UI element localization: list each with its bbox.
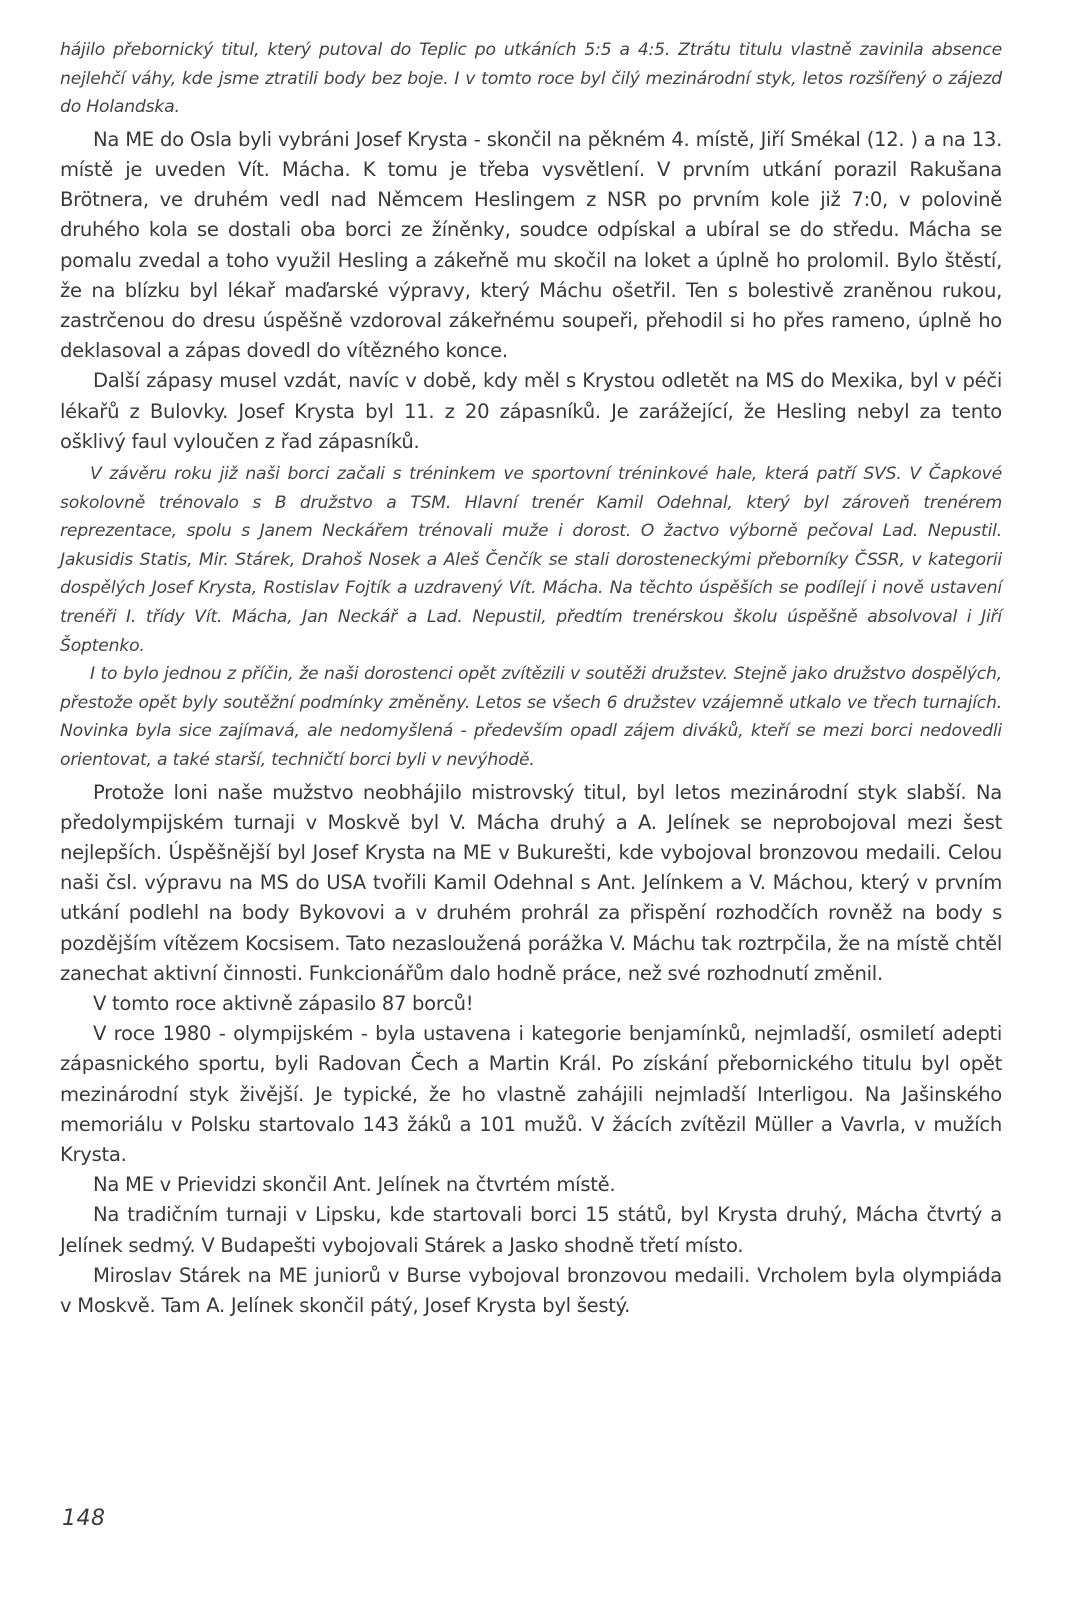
- paragraph-2: Na ME do Osla byli vybráni Josef Krysta - skončil na pěkném 4. místě, Jiří Smékal (12. ) a na 13. místě je uveden Vít. Mácha. K tomu je třeba vysvětlení. V prvním utkání porazil Rakušana Brötnera, ve druhém vedl nad Němcem Heslingem z NSR po prvním kole již 7:0, v polovině druhého kola se dostali oba borci ze žíněnky, soudce odpískal a ubíral se do středu. Mácha se pomalu zvedal a toho využil Hesling a zákeřně mu skočil na loket a úplně ho prolomil. Bylo štěstí, že na blízku byl lékař maďarské výpravy, který Máchu ošetřil. Ten s bolestivě zraněnou rukou, zastrčenou do dresu úspěšně vzdoroval zákeřnému soupeři, přehodil si ho přes rameno, úplně ho deklasoval a zápas dovedl do vítězného konce.: [60, 127, 1002, 363]
- page-body: [60, 36, 1002, 1321]
- paragraph-6: Protože loni naše mužstvo neobhájilo mistrovský titul, byl letos mezinárodní styk slabší. Na předolympijském turnaji v Moskvě byl V. Mácha druhý a A. Jelínek se neprobojoval mezi šest nejlepších. Úspěšnější byl Josef Krysta na ME v Bukurešti, kde vybojoval bronzovou medaili. Celou naši čsl. výpravu na MS do USA tvořili Kamil Odehnal s Ant. Jelínkem a V. Máchou, který v prvním utkání podlehl na body Bykovovi a v druhém prohrál za přispění rozhodčích rovněž na body s pozdějším vítězem Kocsisem. Tato nezasloužená porážka V. Máchu tak roztrpčila, že na místě chtěl zanechat aktivní činnosti. Funkcionářům dalo hodně práce, než své rozhodnutí změnil.: [60, 780, 1002, 985]
- page-number: 148: [62, 1506, 106, 1531]
- paragraph-7: V tomto roce aktivně zápasilo 87 borců!: [93, 991, 474, 1015]
- paragraph-11: Miroslav Stárek na ME juniorů v Burse vybojoval bronzovou medaili. Vrcholem byla olympiáda v Moskvě. Tam A. Jelínek skončil pátý, Josef Krysta byl šestý.: [60, 1263, 1002, 1317]
- paragraph-10: Na tradičním turnaji v Lipsku, kde startovali borci 15 států, byl Krysta druhý, Mácha čtvrtý a Jelínek sedmý. V Budapešti vybojovali Stárek a Jasko shodně třetí místo.: [60, 1203, 1002, 1257]
- paragraph-3: Další zápasy musel vzdát, navíc v době, kdy měl s Krystou odletět na MS do Mexika, byl v péči lékařů z Bulovky. Josef Krysta byl 11. z 20 zápasníků. Je zarážející, že Hesling nebyl za tento ošklivý faul vyloučen z řad zápasníků.: [60, 369, 1002, 453]
- paragraph-8: V roce 1980 - olympijském - byla ustavena i kategorie benjamínků, nejmladší, osmiletí adepti zápasnického sportu, byli Radovan Čech a Martin Král. Po získání přebornického titulu byl opět mezinárodní styk živější. Je typické, že ho vlastně zahájili nejmladší Interligou. Na Jašinského memoriálu v Polsku startovalo 143 žáků a 101 mužů. V žácích zvítězil Müller a Vavrla, v mužích Krysta.: [60, 1022, 1002, 1166]
- paragraph-5: I to bylo jednou z příčin, že naši dorostenci opět zvítězili v soutěži družstev. Stejně jako družstvo dospělých, přestože opět byly soutěžní podmínky změněny. Letos se všech 6 družstev vzájemně utkalo ve třech turnajích. Novinka byla sice zajímavá, ale nedomyšlená - především opadl zájem diváků, kteří se mezi borci nedovedli orientovat, a také starší, techničtí borci byli v nevýhodě.: [60, 664, 1002, 770]
- paragraph-1: hájilo přebornický titul, který putoval do Teplic po utkáních 5:5 a 4:5. Ztrátu titulu vlastně zavinila absence nejlehčí váhy, kde jsme ztratili body bez boje. I v tomto roce byl čilý mezinárodní styk, letos rozšířený o zájezd do Holandska.: [60, 40, 1002, 118]
- paragraph-9: Na ME v Prievidzi skončil Ant. Jelínek na čtvrtém místě.: [93, 1173, 616, 1197]
- paragraph-4: V závěru roku již naši borci začali s tréninkem ve sportovní tréninkové hale, která patří SVS. V Čapkové sokolovně trénovalo s B družstvo a TSM. Hlavní trenér Kamil Odehnal, který byl zároveň trenérem reprezentace, spolu s Janem Neckářem trénovali muže i dorost. O žactvo výborně pečoval Lad. Nepustil. Jakusidis Statis, Mir. Stárek, Drahoš Nosek a Aleš Čenčík se stali dorosteneckými přeborníky ČSSR, v kategorii dospělých Josef Krysta, Rostislav Fojtík a uzdravený Vít. Mácha. Na těchto úspěších se podílejí i nově ustavení trenéři I. třídy Vít. Mácha, Jan Neckář a Lad. Nepustil, předtím trenérskou školu úspěšně absolvoval i Jiří Šoptenko.: [60, 464, 1002, 656]
